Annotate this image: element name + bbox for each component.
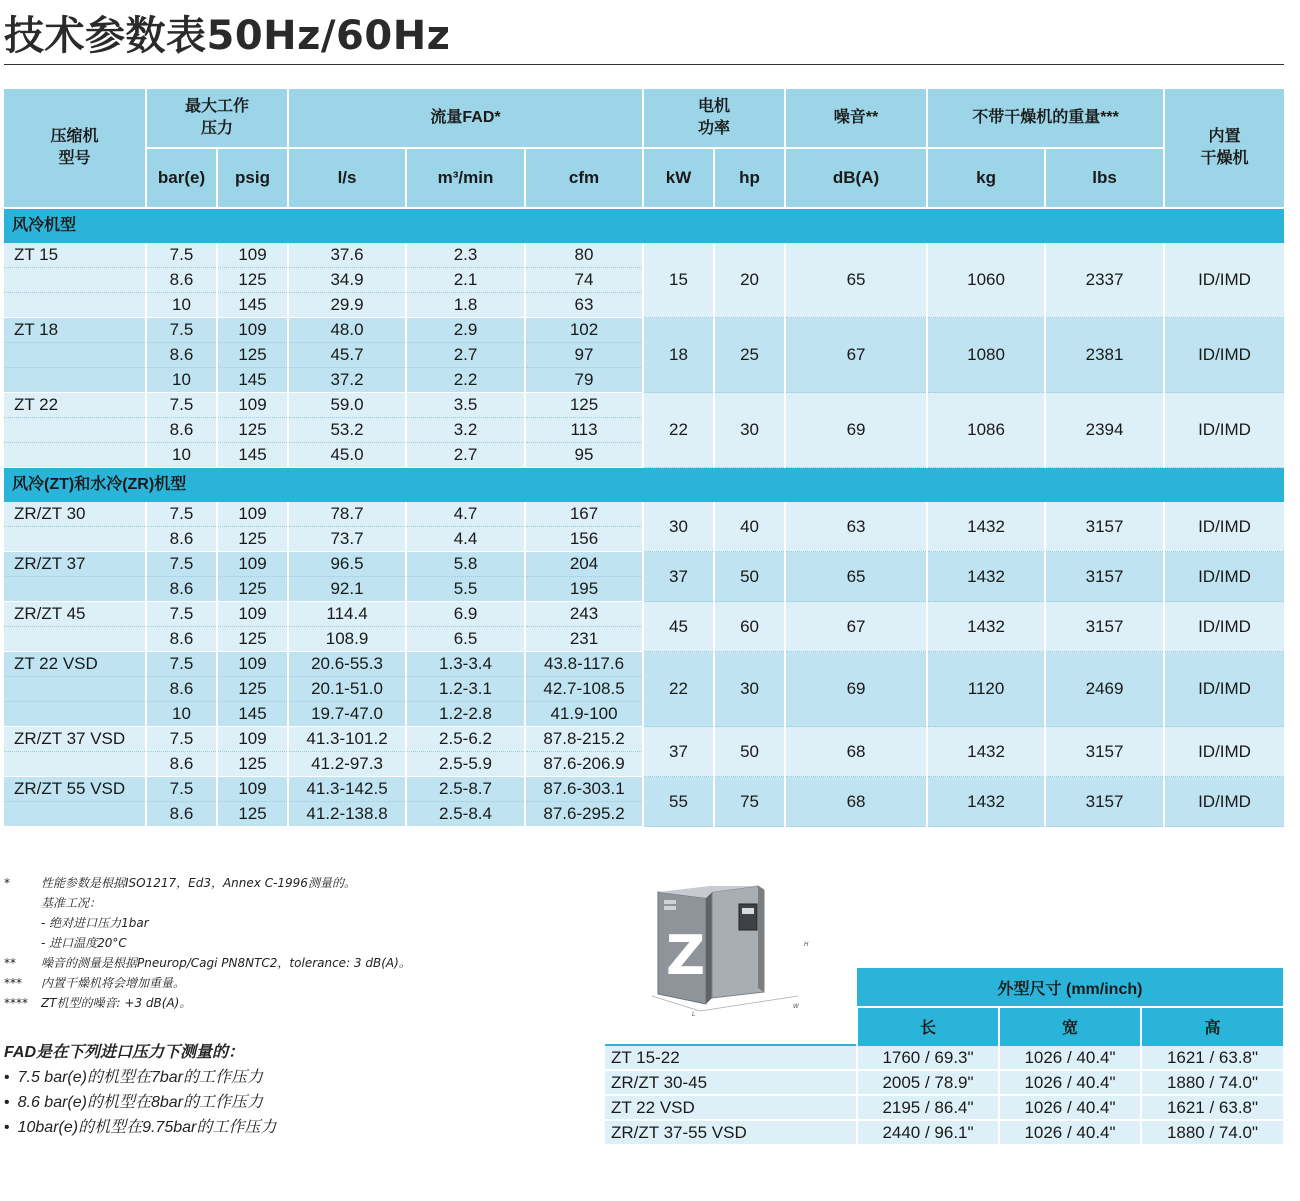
dim-length: 2440 / 96.1" [857, 1120, 999, 1144]
model-name [4, 268, 146, 293]
hp-value: 30 [714, 652, 785, 727]
noise-value: 69 [785, 393, 927, 468]
table-row [4, 777, 1285, 802]
noise-value: 63 [785, 502, 927, 552]
model-name [4, 343, 146, 368]
unit-kw: kW [643, 148, 714, 208]
fad-heading: FAD是在下列进口压力下测量的： [4, 1044, 245, 1061]
cfm-value: 80 [525, 243, 643, 268]
model-name [4, 677, 146, 702]
cfm-value: 113 [525, 418, 643, 443]
unit-m3min: m³/min [406, 148, 525, 208]
header-model: 压缩机 型号 [4, 89, 146, 208]
ls-value: 34.9 [288, 268, 406, 293]
footnote [4, 873, 411, 893]
cfm-value: 87.6-303.1 [525, 777, 643, 802]
table-row [4, 393, 1285, 418]
m3min-value: 1.8 [406, 293, 525, 318]
ls-value: 41.3-142.5 [288, 777, 406, 802]
bar-value: 7.5 [146, 393, 217, 418]
footnote-text: 内置干燥机将会增加重量。 [41, 976, 186, 990]
unit-cfm: cfm [525, 148, 643, 208]
hp-value: 20 [714, 243, 785, 318]
m3min-value: 2.5-6.2 [406, 727, 525, 752]
psig-value: 145 [217, 293, 288, 318]
hp-value: 50 [714, 727, 785, 777]
section-header [4, 468, 1285, 503]
footnote [4, 993, 411, 1013]
cfm-value: 231 [525, 627, 643, 652]
m3min-value: 3.5 [406, 393, 525, 418]
psig-value: 125 [217, 752, 288, 777]
dryer-value: ID/IMD [1164, 552, 1285, 602]
hp-value: 60 [714, 602, 785, 652]
dimension-row [604, 1045, 1283, 1070]
cfm-value: 204 [525, 552, 643, 577]
hp-value: 40 [714, 502, 785, 552]
title-divider [4, 64, 1284, 65]
dryer-value: ID/IMD [1164, 318, 1285, 393]
bar-value: 8.6 [146, 677, 217, 702]
footnote [4, 973, 411, 993]
dim-model: ZT 15-22 [604, 1045, 857, 1070]
cfm-value: 195 [525, 577, 643, 602]
footnote-text: 基准工况： [41, 896, 102, 910]
kg-value: 1060 [927, 243, 1045, 318]
footnote [4, 893, 411, 913]
cfm-value: 74 [525, 268, 643, 293]
bar-value: 7.5 [146, 552, 217, 577]
bar-value: 8.6 [146, 418, 217, 443]
bar-value: 10 [146, 443, 217, 468]
unit-dba: dB(A) [785, 148, 927, 208]
noise-value: 68 [785, 727, 927, 777]
psig-value: 109 [217, 393, 288, 418]
bar-value: 10 [146, 702, 217, 727]
cfm-value: 41.9-100 [525, 702, 643, 727]
unit-hp: hp [714, 148, 785, 208]
model-name: ZR/ZT 37 VSD [4, 727, 146, 752]
psig-value: 109 [217, 502, 288, 527]
bar-value: 8.6 [146, 752, 217, 777]
unit-bar: bar(e) [146, 148, 217, 208]
cfm-value: 87.6-206.9 [525, 752, 643, 777]
model-name [4, 702, 146, 727]
hp-value: 25 [714, 318, 785, 393]
model-name: ZT 22 VSD [4, 652, 146, 677]
footnote-mark [4, 913, 41, 933]
dim-length: 2005 / 78.9" [857, 1070, 999, 1095]
kw-value: 30 [643, 502, 714, 552]
spec-table [4, 89, 1286, 827]
kg-value: 1080 [927, 318, 1045, 393]
cfm-value: 167 [525, 502, 643, 527]
noise-value: 65 [785, 552, 927, 602]
bar-value: 10 [146, 368, 217, 393]
lbs-value: 3157 [1045, 602, 1164, 652]
psig-value: 145 [217, 702, 288, 727]
psig-value: 145 [217, 443, 288, 468]
footnote-text: 噪音的测量是根据Pneurop/Cagi PN8NTC2，tolerance: 3 dB(A)。 [41, 956, 411, 970]
m3min-value: 2.7 [406, 343, 525, 368]
ls-value: 73.7 [288, 527, 406, 552]
model-name [4, 293, 146, 318]
psig-value: 109 [217, 652, 288, 677]
dryer-value: ID/IMD [1164, 502, 1285, 552]
footnote [4, 933, 411, 953]
dim-height: 1880 / 74.0" [1141, 1070, 1283, 1095]
psig-value: 109 [217, 552, 288, 577]
dim-col-height: 高 [1141, 1007, 1283, 1045]
model-name [4, 802, 146, 827]
model-name: ZR/ZT 30 [4, 502, 146, 527]
footnote-mark: **** [4, 996, 28, 1010]
dim-label-width: W [793, 1003, 799, 1010]
m3min-value: 2.5-8.4 [406, 802, 525, 827]
model-name [4, 627, 146, 652]
model-name: ZT 15 [4, 243, 146, 268]
psig-value: 125 [217, 577, 288, 602]
model-name [4, 577, 146, 602]
bar-value: 8.6 [146, 802, 217, 827]
dim-width: 1026 / 40.4" [999, 1070, 1141, 1095]
m3min-value: 2.7 [406, 443, 525, 468]
dimension-row [604, 1095, 1283, 1120]
fad-item: • 10bar(e)的机型在9.75bar的工作压力 [4, 1115, 276, 1140]
footnote-mark [4, 893, 41, 913]
section-header [4, 208, 1285, 243]
psig-value: 125 [217, 802, 288, 827]
m3min-value: 5.8 [406, 552, 525, 577]
unit-psig: psig [217, 148, 288, 208]
cfm-value: 42.7-108.5 [525, 677, 643, 702]
lbs-value: 2337 [1045, 243, 1164, 318]
bar-value: 7.5 [146, 602, 217, 627]
dimension-row [604, 1120, 1283, 1144]
psig-value: 125 [217, 418, 288, 443]
m3min-value: 1.2-3.1 [406, 677, 525, 702]
kw-value: 37 [643, 552, 714, 602]
hp-value: 75 [714, 777, 785, 827]
kw-value: 22 [643, 652, 714, 727]
m3min-value: 6.5 [406, 627, 525, 652]
dim-label-length: L [692, 1011, 696, 1018]
dim-height: 1621 / 63.8" [1141, 1095, 1283, 1120]
model-name [4, 418, 146, 443]
page-title: 技术参数表50Hz/60Hz [4, 13, 451, 59]
cfm-value: 79 [525, 368, 643, 393]
table-row [4, 727, 1285, 752]
footnote-text: - 进口温度20°C [41, 936, 127, 950]
psig-value: 109 [217, 243, 288, 268]
psig-value: 109 [217, 602, 288, 627]
m3min-value: 4.7 [406, 502, 525, 527]
footnote-text: 性能参数是根据ISO1217，Ed3，Annex C-1996测量的。 [41, 876, 356, 890]
table-row [4, 243, 1285, 268]
dim-width: 1026 / 40.4" [999, 1095, 1141, 1120]
unit-kg: kg [927, 148, 1045, 208]
bar-value: 7.5 [146, 777, 217, 802]
dryer-value: ID/IMD [1164, 652, 1285, 727]
dim-height: 1621 / 63.8" [1141, 1045, 1283, 1070]
dim-col-width: 宽 [999, 1007, 1141, 1045]
cfm-value: 97 [525, 343, 643, 368]
cfm-value: 95 [525, 443, 643, 468]
lbs-value: 2381 [1045, 318, 1164, 393]
lbs-value: 3157 [1045, 552, 1164, 602]
table-row [4, 652, 1285, 677]
bar-value: 8.6 [146, 268, 217, 293]
footnotes [4, 873, 411, 1013]
fad-notes [4, 1040, 276, 1140]
footnote-text: ZT机型的噪音: +3 dB(A)。 [41, 996, 192, 1010]
m3min-value: 2.1 [406, 268, 525, 293]
model-name [4, 752, 146, 777]
header-motor: 电机 功率 [643, 89, 785, 148]
header-dryer: 内置 干燥机 [1164, 89, 1285, 208]
dimensions-table [603, 968, 1283, 1144]
bar-value: 8.6 [146, 577, 217, 602]
ls-value: 96.5 [288, 552, 406, 577]
machine-logo: Z [666, 924, 706, 987]
ls-value: 20.1-51.0 [288, 677, 406, 702]
kw-value: 15 [643, 243, 714, 318]
noise-value: 69 [785, 652, 927, 727]
m3min-value: 1.3-3.4 [406, 652, 525, 677]
unit-lbs: lbs [1045, 148, 1164, 208]
cfm-value: 63 [525, 293, 643, 318]
m3min-value: 5.5 [406, 577, 525, 602]
dryer-value: ID/IMD [1164, 393, 1285, 468]
kg-value: 1086 [927, 393, 1045, 468]
bar-value: 7.5 [146, 502, 217, 527]
kw-value: 22 [643, 393, 714, 468]
kg-value: 1432 [927, 727, 1045, 777]
kg-value: 1120 [927, 652, 1045, 727]
footnote-mark: * [4, 876, 10, 890]
model-name: ZT 18 [4, 318, 146, 343]
lbs-value: 3157 [1045, 777, 1164, 827]
psig-value: 125 [217, 343, 288, 368]
header-flow: 流量FAD* [288, 89, 643, 148]
ls-value: 20.6-55.3 [288, 652, 406, 677]
ls-value: 41.2-138.8 [288, 802, 406, 827]
lbs-value: 2394 [1045, 393, 1164, 468]
bar-value: 8.6 [146, 527, 217, 552]
lbs-value: 3157 [1045, 502, 1164, 552]
ls-value: 41.2-97.3 [288, 752, 406, 777]
fad-item: • 8.6 bar(e)的机型在8bar的工作压力 [4, 1090, 276, 1115]
ls-value: 92.1 [288, 577, 406, 602]
dryer-value: ID/IMD [1164, 602, 1285, 652]
m3min-value: 1.2-2.8 [406, 702, 525, 727]
hp-value: 50 [714, 552, 785, 602]
table-row [4, 318, 1285, 343]
model-name: ZT 22 [4, 393, 146, 418]
bar-value: 7.5 [146, 727, 217, 752]
dim-length: 1760 / 69.3" [857, 1045, 999, 1070]
model-name [4, 527, 146, 552]
kg-value: 1432 [927, 502, 1045, 552]
ls-value: 48.0 [288, 318, 406, 343]
ls-value: 29.9 [288, 293, 406, 318]
dim-col-length: 长 [857, 1007, 999, 1045]
table-row [4, 502, 1285, 527]
bar-value: 7.5 [146, 243, 217, 268]
kg-value: 1432 [927, 602, 1045, 652]
ls-value: 37.6 [288, 243, 406, 268]
cfm-value: 87.8-215.2 [525, 727, 643, 752]
section-title: 风冷机型 [4, 208, 1285, 243]
ls-value: 45.7 [288, 343, 406, 368]
kw-value: 55 [643, 777, 714, 827]
footnote [4, 913, 411, 933]
footnote-mark: ** [4, 956, 16, 970]
dimension-row [604, 1070, 1283, 1095]
model-name [4, 368, 146, 393]
cfm-value: 87.6-295.2 [525, 802, 643, 827]
header-pressure: 最大工作 压力 [146, 89, 288, 148]
lbs-value: 2469 [1045, 652, 1164, 727]
ls-value: 19.7-47.0 [288, 702, 406, 727]
cfm-value: 102 [525, 318, 643, 343]
lbs-value: 3157 [1045, 727, 1164, 777]
dim-model: ZR/ZT 30-45 [604, 1070, 857, 1095]
dim-model: ZR/ZT 37-55 VSD [604, 1120, 857, 1144]
ls-value: 59.0 [288, 393, 406, 418]
cfm-value: 43.8-117.6 [525, 652, 643, 677]
section-title: 风冷(ZT)和水冷(ZR)机型 [4, 468, 1285, 503]
unit-ls: l/s [288, 148, 406, 208]
ls-value: 114.4 [288, 602, 406, 627]
m3min-value: 2.5-8.7 [406, 777, 525, 802]
ls-value: 53.2 [288, 418, 406, 443]
table-row [4, 552, 1285, 577]
dim-width: 1026 / 40.4" [999, 1045, 1141, 1070]
noise-value: 65 [785, 243, 927, 318]
ls-value: 108.9 [288, 627, 406, 652]
bar-value: 7.5 [146, 318, 217, 343]
dim-height: 1880 / 74.0" [1141, 1120, 1283, 1144]
cfm-value: 243 [525, 602, 643, 627]
dryer-value: ID/IMD [1164, 777, 1285, 827]
footnote-text: - 绝对进口压力1bar [41, 916, 149, 930]
dim-length: 2195 / 86.4" [857, 1095, 999, 1120]
bar-value: 10 [146, 293, 217, 318]
cfm-value: 125 [525, 393, 643, 418]
kg-value: 1432 [927, 552, 1045, 602]
dimensions-title: 外型尺寸 (mm/inch) [857, 968, 1283, 1007]
psig-value: 109 [217, 727, 288, 752]
model-name: ZR/ZT 45 [4, 602, 146, 627]
m3min-value: 2.9 [406, 318, 525, 343]
bar-value: 7.5 [146, 652, 217, 677]
m3min-value: 2.3 [406, 243, 525, 268]
bar-value: 8.6 [146, 343, 217, 368]
model-name [4, 443, 146, 468]
cfm-value: 156 [525, 527, 643, 552]
m3min-value: 3.2 [406, 418, 525, 443]
dim-model: ZT 22 VSD [604, 1095, 857, 1120]
bar-value: 8.6 [146, 627, 217, 652]
m3min-value: 4.4 [406, 527, 525, 552]
header-weight: 不带干燥机的重量*** [927, 89, 1164, 148]
hp-value: 30 [714, 393, 785, 468]
ls-value: 41.3-101.2 [288, 727, 406, 752]
header-noise: 噪音** [785, 89, 927, 148]
psig-value: 125 [217, 627, 288, 652]
m3min-value: 2.5-5.9 [406, 752, 525, 777]
footnote-mark [4, 933, 41, 953]
psig-value: 125 [217, 268, 288, 293]
kw-value: 37 [643, 727, 714, 777]
table-row [4, 602, 1285, 627]
dryer-value: ID/IMD [1164, 727, 1285, 777]
psig-value: 125 [217, 527, 288, 552]
kw-value: 45 [643, 602, 714, 652]
noise-value: 67 [785, 318, 927, 393]
noise-value: 68 [785, 777, 927, 827]
psig-value: 109 [217, 777, 288, 802]
psig-value: 145 [217, 368, 288, 393]
ls-value: 37.2 [288, 368, 406, 393]
m3min-value: 6.9 [406, 602, 525, 627]
dim-label-height: H [804, 941, 809, 948]
noise-value: 67 [785, 602, 927, 652]
dim-width: 1026 / 40.4" [999, 1120, 1141, 1144]
kg-value: 1432 [927, 777, 1045, 827]
kw-value: 18 [643, 318, 714, 393]
m3min-value: 2.2 [406, 368, 525, 393]
model-name: ZR/ZT 37 [4, 552, 146, 577]
footnote-mark: *** [4, 976, 22, 990]
ls-value: 78.7 [288, 502, 406, 527]
psig-value: 109 [217, 318, 288, 343]
fad-item: • 7.5 bar(e)的机型在7bar的工作压力 [4, 1065, 276, 1090]
footnote [4, 953, 411, 973]
dryer-value: ID/IMD [1164, 243, 1285, 318]
psig-value: 125 [217, 677, 288, 702]
ls-value: 45.0 [288, 443, 406, 468]
model-name: ZR/ZT 55 VSD [4, 777, 146, 802]
